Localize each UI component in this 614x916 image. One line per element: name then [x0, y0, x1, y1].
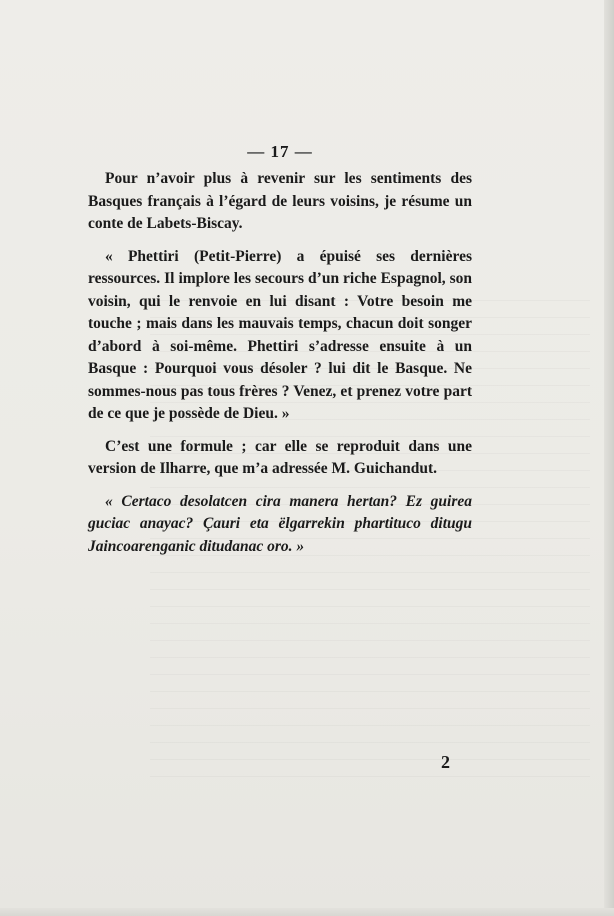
paragraph-basque-quote: « Certaco desolatcen cira manera hertan? Ez guirea guciac anayac? Çauri eta ëlgarrekin phartituco ditugu Jaincoarenganic ditudanac oro. »	[88, 492, 472, 555]
paragraph-formula: C’est une formule ; car elle se reproduit dans une version de Ilharre, que m’a adressée M. Guichandut.	[88, 437, 472, 477]
page-number: — 17 —	[247, 142, 313, 161]
signature-mark: 2	[441, 752, 450, 772]
page-content	[88, 142, 472, 558]
paragraph-tale: « Phettiri (Petit-Pierre) a épuisé ses dernières ressources. Il implore les secours d’un riche Espagnol, son voisin, qui le renvoie en lui disant : Votre besoin me touche ; mais dans les mauvais temps, chacun doit songer d’abord à soi-même. Phettiri s’adresse ensuite à un Basque : Pourquoi vous désoler ? lui dit le Basque. Ne sommes-nous pas tous frères ? Venez, et prenez votre part de ce que je possède de Dieu. »	[88, 247, 472, 422]
page-edge-bottom	[0, 908, 614, 916]
page-edge-right	[604, 0, 614, 916]
paragraph-intro: Pour n’avoir plus à revenir sur les sentiments des Basques français à l’égard de leurs voisins, je résume un conte de Labets-Biscay.	[88, 170, 472, 232]
